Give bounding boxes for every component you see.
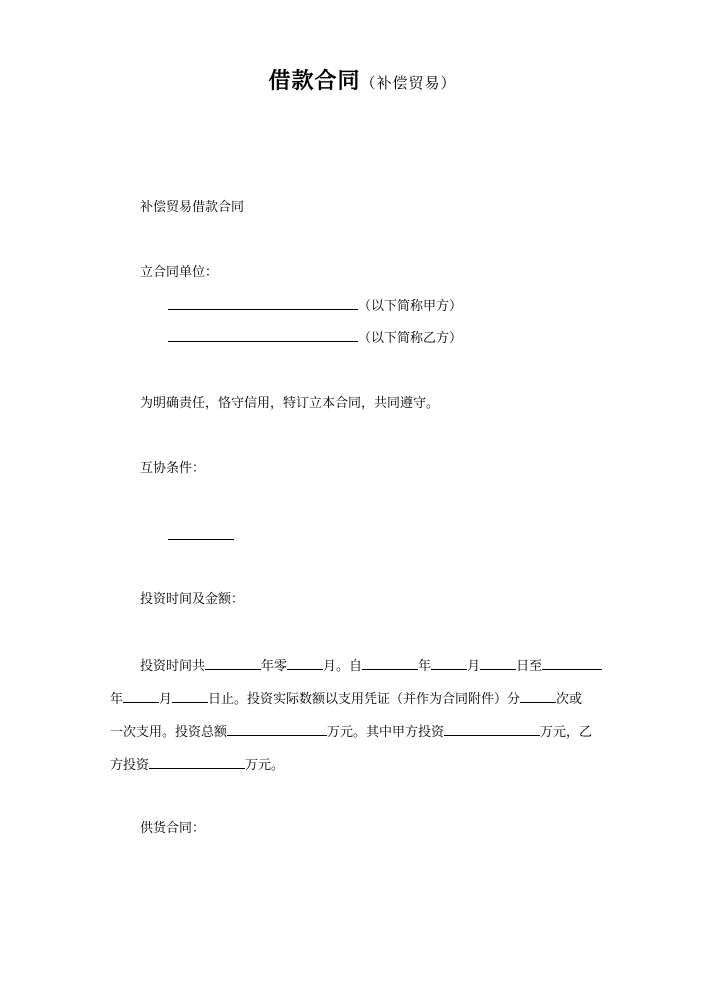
end-year-blank[interactable] [542,655,602,670]
investment-label: 投资时间及金额： [140,592,245,607]
document-title [0,64,725,95]
investment-text: 投资时间共 [140,659,206,674]
start-year-blank[interactable] [362,655,418,670]
installments-blank[interactable] [520,688,556,703]
cooperation-line [168,525,234,547]
investment-text: 一次支用。投资总额 [110,725,228,740]
investment-line-3 [110,721,592,743]
months-blank[interactable] [287,655,323,670]
party-b-line [168,327,462,349]
title-main: 借款合同 [268,69,361,94]
investment-text: 日至 [516,659,543,674]
investment-text: 年 [110,692,124,707]
end-day-blank[interactable] [172,688,208,703]
years-blank[interactable] [205,655,261,670]
contract-heading: 补偿贸易借款合同 [140,200,245,215]
investment-text: 月。自 [323,659,363,674]
investment-text: 次或 [556,692,583,707]
investment-text: 万元。其中甲方投资 [327,725,445,740]
party-a-amount-blank[interactable] [444,721,540,736]
cooperation-label: 互协条件： [140,461,206,476]
start-month-blank[interactable] [431,655,467,670]
party-b-blank[interactable] [168,327,358,342]
investment-text: 年 [418,659,432,674]
investment-line-2 [110,688,582,710]
title-subtitle: （补偿贸易） [360,74,457,92]
supply-contract-label: 供货合同： [140,821,206,836]
party-a-suffix: （以下简称甲方） [358,299,463,314]
investment-text: 年零 [261,659,288,674]
investment-text: 月 [159,692,173,707]
preamble-text: 为明确责任，恪守信用，特订立本合同，共同遵守。 [140,396,440,411]
investment-text: 日止。投资实际数额以支用凭证（并作为合同附件）分 [208,692,521,707]
investment-text: 万元。 [245,758,285,773]
parties-label: 立合同单位： [140,265,219,280]
investment-line-1 [140,655,602,677]
total-amount-blank[interactable] [227,721,327,736]
investment-text: 月 [467,659,481,674]
party-b-amount-blank[interactable] [149,754,245,769]
cooperation-blank[interactable] [168,525,234,540]
party-a-blank[interactable] [168,295,358,310]
party-a-line [168,295,462,317]
end-month-blank[interactable] [123,688,159,703]
investment-text: 方投资 [110,758,150,773]
investment-text: 万元，乙 [540,725,593,740]
investment-line-4 [110,754,284,776]
start-day-blank[interactable] [480,655,516,670]
party-b-suffix: （以下简称乙方） [358,331,463,346]
